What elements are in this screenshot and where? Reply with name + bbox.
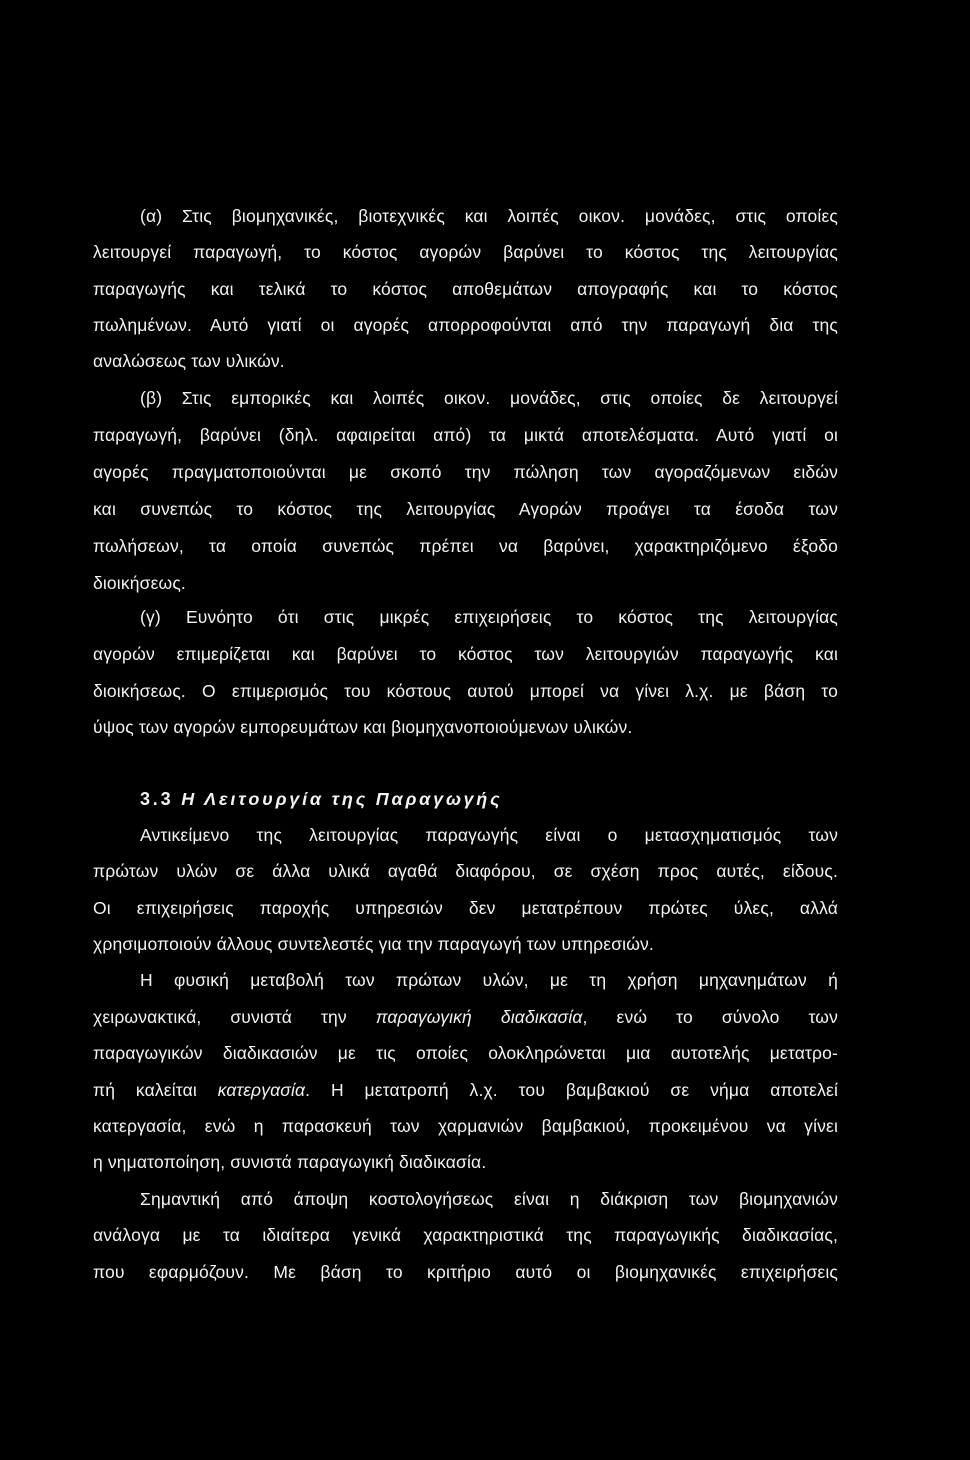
body-p3-line-1: Σημαντική από άποψη κοστολογήσεως είναι η διάκριση των βιομηχανιών [140,1189,838,1209]
para-c-line-2: αγορών επιμερίζεται και βαρύνει το κόστος των λειτουργιών παραγωγής και [93,644,838,664]
body-p2-line-4-c: . Η μετατροπή λ.χ. του βαμβακιού σε νήμα αποτελεί [305,1080,838,1100]
document-page [93,0,838,1460]
body-p1-line-2: πρώτων υλών σε άλλα υλικά αγαθά διαφόρου, σε σχέση προς αυτές, είδους. [93,861,838,881]
body-p2-line-2-a: χειρωνακτικά, συνιστά την [93,1007,376,1027]
para-a-line-1: (α) Στις βιομηχανικές, βιοτεχνικές και λοιπές οικον. μονάδες, στις οποίες [140,206,838,226]
body-p2-line-4 [93,1079,838,1101]
body-p2-line-2 [93,1006,838,1028]
para-b-line-5: πωλήσεων, τα οποία συνεπώς πρέπει να βαρύνει, χαρακτηριζόμενο έξοδο [93,536,838,556]
para-c-line-4: ύψος των αγορών εμπορευμάτων και βιομηχανοποιούμενων υλικών. [93,717,633,737]
para-b-line-3: αγορές πραγματοποιούνται με σκοπό την πώληση των αγοραζόμενων ειδών [93,462,838,482]
section-title: Η Λειτουργία της Παραγωγής [181,789,503,809]
para-b-line-4: και συνεπώς το κόστος της λειτουργίας Αγορών προάγει τα έσοδα των [93,499,838,519]
body-p2-line-2-c: , ενώ το σύνολο των [582,1007,838,1027]
body-p1-line-1: Αντικείμενο της λειτουργίας παραγωγής είναι ο μετασχηματισμός των [140,825,838,845]
para-b-line-2: παραγωγή, βαρύνει (δηλ. αφαιρείται από) τα μικτά αποτελέσματα. Αυτό γιατί οι [93,425,838,445]
para-a-line-3: παραγωγής και τελικά το κόστος αποθεμάτων απογραφής και το κόστος [93,279,838,299]
body-p2-line-1: Η φυσική μεταβολή των πρώτων υλών, με τη χρήση μηχανημάτων ή [140,970,838,990]
section-number: 3.3 [140,789,174,809]
section-heading [140,788,502,810]
para-a-line-5: αναλώσεως των υλικών. [93,351,285,371]
body-p1-line-4: χρησιμοποιούν άλλους συντελεστές για την παραγωγή των υπηρεσιών. [93,934,654,954]
para-c-line-1: (γ) Ευνόητο ότι στις μικρές επιχειρήσεις το κόστος της λειτουργίας [140,607,838,627]
para-b-line-6: διοικήσεως. [93,573,186,593]
para-c-line-3: διοικήσεως. Ο επιμερισμός του κόστους αυτού μπορεί να γίνει λ.χ. με βάση το [93,681,838,701]
body-p2-line-4-a: πή καλείται [93,1080,218,1100]
body-p2-line-3: παραγωγικών διαδικασιών με τις οποίες ολοκληρώνεται μια αυτοτελής μετατρο- [93,1043,838,1063]
body-p1-line-3: Οι επιχειρήσεις παροχής υπηρεσιών δεν μετατρέπουν πρώτες ύλες, αλλά [93,898,838,918]
body-p3-line-3: που εφαρμόζουν. Με βάση το κριτήριο αυτό οι βιομηχανικές επιχειρήσεις [93,1262,838,1282]
body-p2-line-5: κατεργασία, ενώ η παρασκευή των χαρμανιών βαμβακιού, προκειμένου να γίνει [93,1116,838,1136]
body-p2-line-6: η νηματοποίηση, συνιστά παραγωγική διαδικασία. [93,1152,487,1172]
para-b-line-1: (β) Στις εμπορικές και λοιπές οικον. μονάδες, στις οποίες δε λειτουργεί [140,388,838,408]
term-production-process: παραγωγική διαδικασία [375,1007,583,1027]
term-processing: κατεργασία [217,1080,306,1100]
para-a-line-2: λειτουργεί παραγωγή, το κόστος αγορών βαρύνει το κόστος της λειτουργίας [93,242,838,262]
body-p3-line-2: ανάλογα με τα ιδιαίτερα γενικά χαρακτηριστικά της παραγωγικής διαδικασίας, [93,1225,838,1245]
para-a-line-4: πωλημένων. Αυτό γιατί οι αγορές απορροφούνται από την παραγωγή δια της [93,315,838,335]
